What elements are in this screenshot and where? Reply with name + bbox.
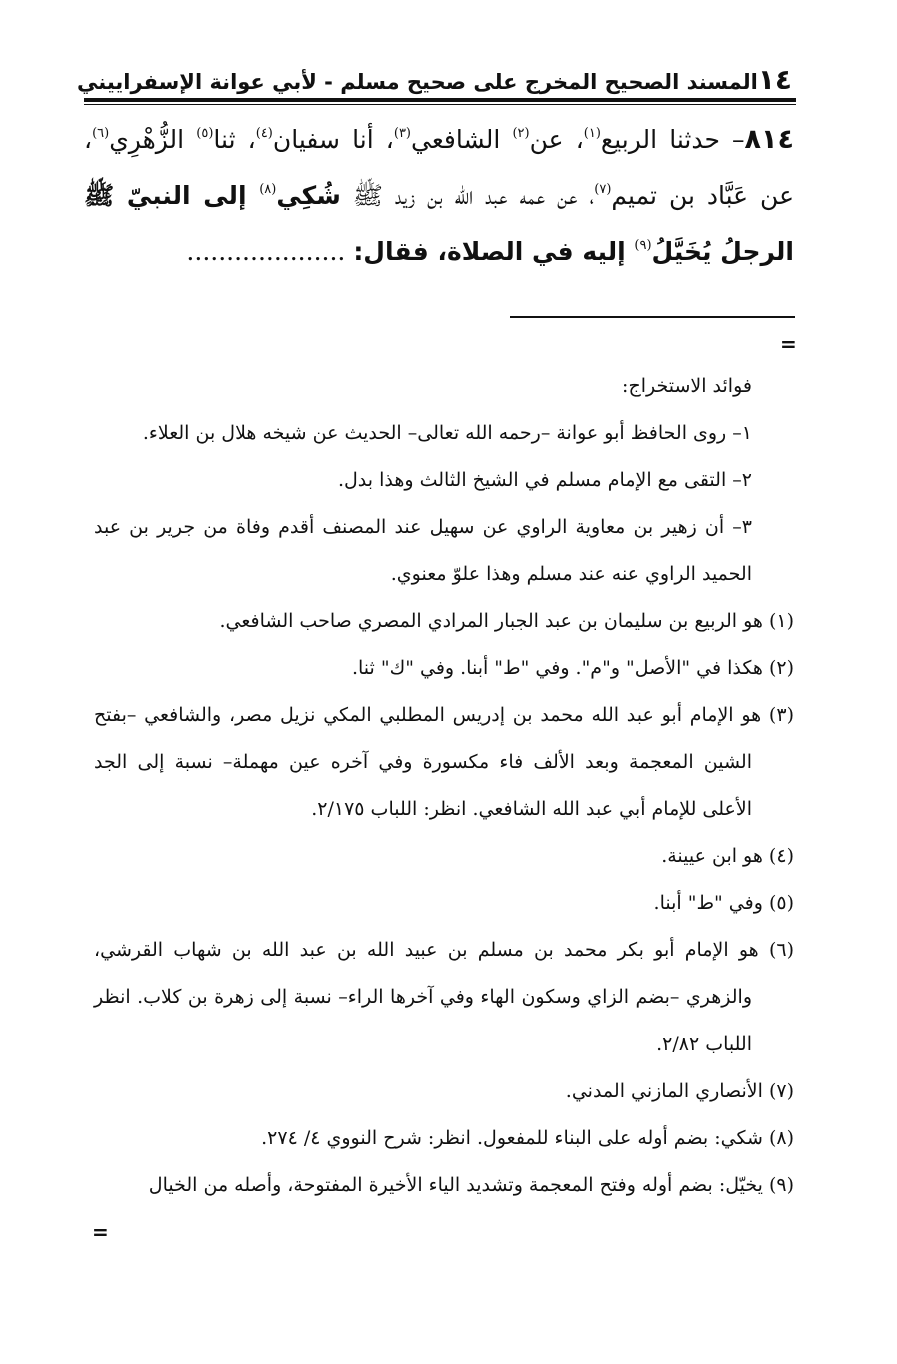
footnote-ref: (١): [583, 126, 601, 141]
continuation-mark-bottom: =: [92, 1220, 109, 1244]
footnote: (٨) شكي: بضم أوله على البناء للمفعول. انظر: شرح النووي ٤/ ٢٧٤.: [261, 1127, 794, 1149]
footnote: (٣) هو الإمام أبو عبد الله محمد بن إدريس المطلبي المكي نزيل مصر، والشافعي –بفتح الشين المعجمة وبعد الألف فاء مكسورة وفي آخره عين مهملة– نسبة إلى الجد الأعلى للإمام أبي عبد الله الشافعي. انظر: اللباب ٢/١٧٥.: [94, 704, 794, 820]
benefits-heading: فوائد الاستخراج:: [622, 375, 752, 397]
footnote-ref: (٤): [255, 126, 273, 141]
header-rule-thick: [84, 98, 796, 102]
footnote-ref: (٦): [92, 126, 110, 141]
hadith-segment: الشافعي: [411, 125, 513, 154]
hadith-bold-segment: إلى النبيّ ﷺ الرجلُ يُخَيَّلُ: [84, 181, 794, 266]
hadith-bold-segment: شُكِي: [276, 181, 341, 210]
footnote: (٢) هكذا في "الأصل" و"م". وفي "ط" أبنا. وفي "ك" ثنا.: [351, 657, 794, 679]
hadith-segment: ، عن: [529, 125, 584, 154]
hadith-number: ٨١٤: [744, 124, 794, 155]
continuation-mark-top: =: [780, 332, 797, 356]
footnote-ref: (٥): [196, 126, 214, 141]
hadith-segment: – حدثنا الربيع: [600, 125, 745, 154]
hadith-segment: الزُّهْرِي: [109, 125, 197, 154]
footnote: (٤) هو ابن عيينة.: [661, 845, 794, 867]
footnote: (٩) يخيّل: بضم أوله وفتح المعجمة وتشديد الياء الأخيرة المفتوحة، وأصله من الخيال: [148, 1174, 794, 1196]
hadith-segment: ، عن عمه عبد الله بن زيد ﷺ: [340, 181, 595, 210]
hadith-segment: ، عن عَبَّاد بن تميم: [84, 125, 794, 210]
footnote: (٦) هو الإمام أبو بكر محمد بن مسلم بن عبيد الله بن عبد الله بن شهاب القرشي، والزهري –بضم الزاي وسكون الهاء وفي آخرها الراء– نسبة إلى زهرة بن كلاب. انظر اللباب ٢/٨٢.: [94, 939, 794, 1055]
page-number: ١٤: [757, 63, 792, 96]
footnote-ref: (٧): [594, 182, 612, 197]
footnote: (٥) وفي "ط" أبنا.: [653, 892, 794, 914]
hadith-segment: ، أنا سفيان: [272, 125, 394, 154]
hadith-bold-segment: إليه في الصلاة، فقال:: [353, 237, 635, 266]
footnote-ref: (٩): [634, 238, 652, 253]
footnote: (٧) الأنصاري المازني المدني.: [565, 1080, 794, 1102]
benefit-item: ٣– أن زهير بن معاوية الراوي عن سهيل عند المصنف أقدم وفاة من جرير بن عبد الحميد الراوي عنه عند مسلم وهذا علوّ معنوي.: [94, 516, 752, 585]
header-rule-thin: [84, 104, 796, 105]
footnotes-section: [94, 363, 794, 1209]
footnote-separator: [510, 316, 795, 318]
hadith-ellipsis: ....................: [186, 237, 354, 266]
benefit-item: ٢– التقى مع الإمام مسلم في الشيخ الثالث وهذا بدل.: [337, 469, 752, 491]
footnote-ref: (٣): [393, 126, 411, 141]
footnote: (١) هو الربيع بن سليمان بن عبد الجبار المرادي المصري صاحب الشافعي.: [219, 610, 794, 632]
benefit-item: ١– روى الحافظ أبو عوانة –رحمه الله تعالى– الحديث عن شيخه هلال بن العلاء.: [142, 422, 752, 444]
running-title: المسند الصحيح المخرج على صحيح مسلم - لأبي عوانة الإسفراييني: [77, 70, 758, 94]
page-header: [77, 58, 792, 96]
footnote-ref: (٢): [512, 126, 530, 141]
footnote-ref: (٨): [259, 182, 277, 197]
hadith-text: [84, 112, 794, 280]
hadith-segment: ، ثنا: [213, 125, 256, 154]
